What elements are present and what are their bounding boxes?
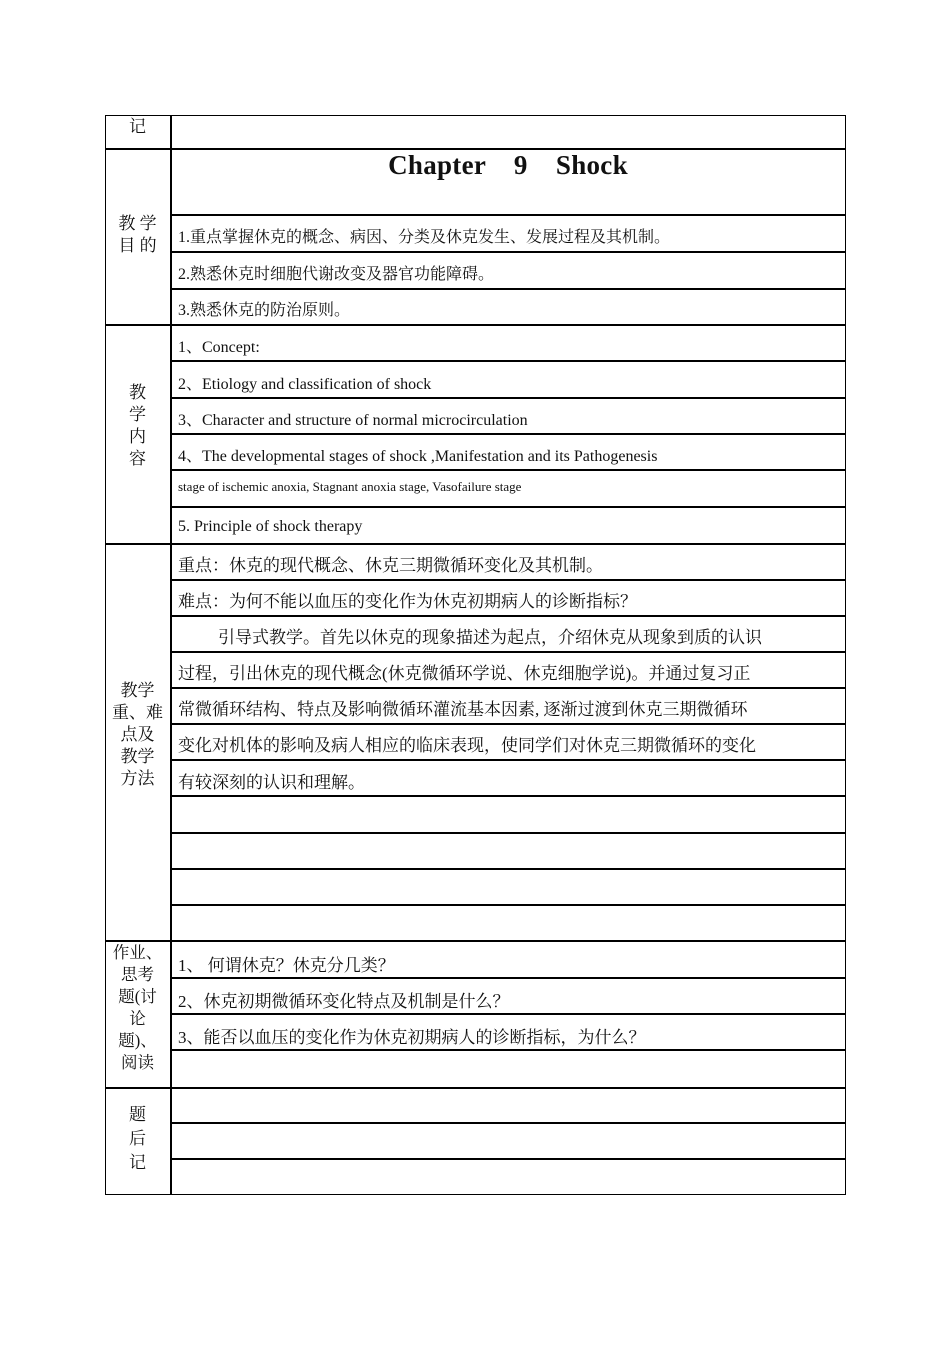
- row-divider: [170, 1049, 846, 1051]
- row-divider: [105, 1087, 846, 1089]
- label-objectives: 教 学 目 的: [118, 214, 157, 255]
- row-divider: [105, 940, 846, 942]
- key-point: 重点：休克的现代概念、休克三期微循环变化及其机制。: [178, 556, 603, 575]
- label-content: 教 学 内 容: [129, 383, 146, 468]
- row-divider: [105, 324, 846, 326]
- row-divider: [170, 579, 846, 581]
- row-divider: [170, 397, 846, 399]
- method-line: 变化对机体的影响及病人相应的临床表现，使同学们对休克三期微循环的变化: [178, 736, 756, 755]
- content-item: 2、Etiology and classification of shock: [178, 376, 432, 393]
- row-divider: [170, 759, 846, 761]
- method-line: 引导式教学。首先以休克的现象描述为起点，介绍休克从现象到质的认识: [218, 628, 762, 647]
- objective-item: 2.熟悉休克时细胞代谢改变及器官功能障碍。: [178, 266, 495, 283]
- row-divider: [170, 506, 846, 508]
- row-divider: [170, 615, 846, 617]
- row-divider: [170, 214, 846, 216]
- homework-item: 2、休克初期微循环变化特点及机制是什么？: [178, 992, 510, 1011]
- objective-item: 3.熟悉休克的防治原则。: [178, 302, 351, 319]
- row-divider: [170, 288, 846, 290]
- row-divider: [170, 723, 846, 725]
- row-divider: [170, 1013, 846, 1015]
- content-item: 3、Character and structure of normal microcirculation: [178, 412, 528, 429]
- method-line: 有较深刻的认识和理解。: [178, 773, 365, 792]
- chapter-title: Chapter 9 Shock: [388, 150, 628, 180]
- label-afterword: 题 后 记: [129, 1105, 146, 1172]
- column-divider: [170, 115, 172, 1195]
- objective-item: 1.重点掌握休克的概念、病因、分类及休克发生、发展过程及其机制。: [178, 229, 671, 246]
- row-divider: [170, 433, 846, 435]
- difficulty: 难点：为何不能以血压的变化作为休克初期病人的诊断指标？: [178, 592, 637, 611]
- homework-item: 1、 何谓休克？休克分几类？: [178, 956, 395, 975]
- row-divider: [170, 687, 846, 689]
- row-divider: [170, 904, 846, 906]
- row-divider: [170, 832, 846, 834]
- row-divider: [170, 1122, 846, 1124]
- label-record: 记: [129, 117, 146, 136]
- row-divider: [170, 868, 846, 870]
- row-divider: [170, 360, 846, 362]
- row-divider: [170, 977, 846, 979]
- content-item: 4、The developmental stages of shock ,Manifestation and its Pathogenesis: [178, 448, 658, 465]
- content-item: 1、Concept:: [178, 339, 260, 356]
- row-divider: [170, 1158, 846, 1160]
- row-divider: [170, 795, 846, 797]
- homework-item: 3、能否以血压的变化作为休克初期病人的诊断指标，为什么？: [178, 1028, 646, 1047]
- method-line: 常微循环结构、特点及影响微循环灌流基本因素, 逐渐过渡到休克三期微循环: [178, 700, 748, 719]
- row-divider: [170, 469, 846, 471]
- content-item: 5. Principle of shock therapy: [178, 518, 363, 535]
- row-divider: [170, 651, 846, 653]
- row-divider: [170, 251, 846, 253]
- label-homework: 作业、 思考 题(讨 论 题)、 阅读: [112, 943, 163, 1072]
- content-item: stage of ischemic anoxia, Stagnant anoxia stage, Vasofailure stage: [178, 479, 522, 494]
- label-methods: 教学 重、难 点及 教学 方法: [112, 681, 163, 788]
- row-divider: [105, 543, 846, 545]
- method-line: 过程，引出休克的现代概念(休克微循环学说、休克细胞学说)。并通过复习正: [178, 664, 751, 683]
